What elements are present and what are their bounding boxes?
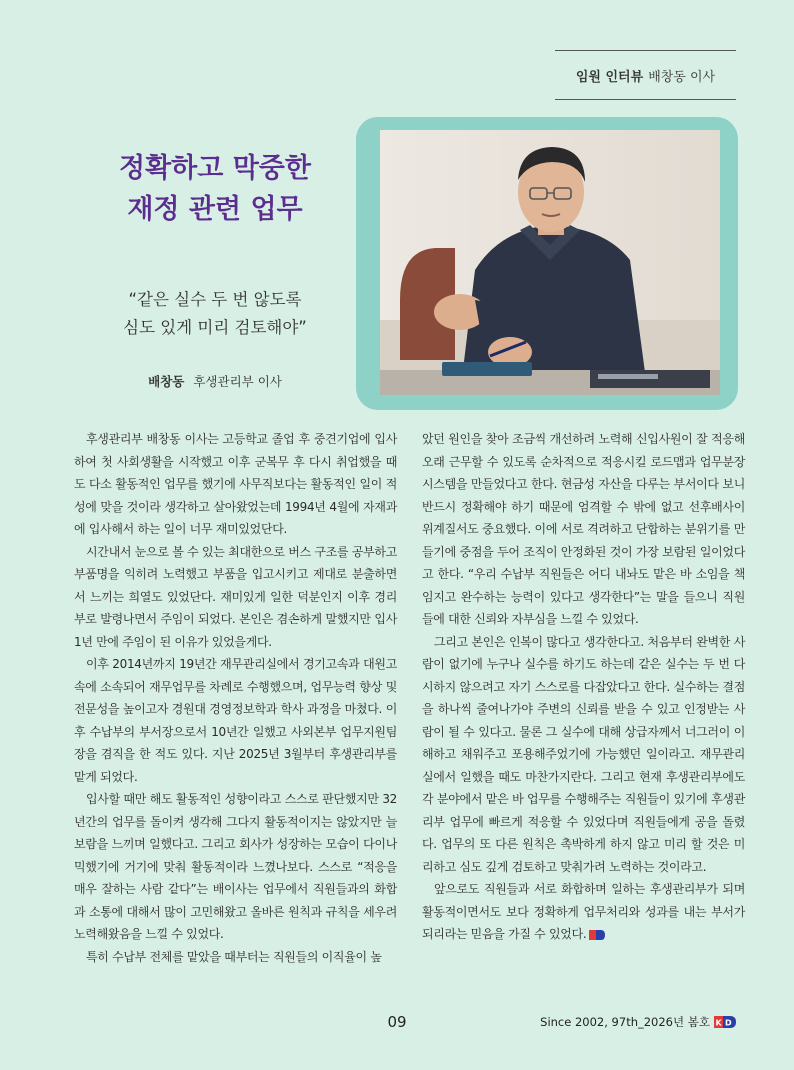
body-paragraph-text: 앞으로도 직원들과 서로 화합하며 일하는 후생관리부가 되며 활동적이면서도 보다 정확하게 업무처리와 성과를 내는 부서가 되리라는 믿음을 가질 수 있었다. xyxy=(422,882,745,941)
body-paragraph: 특히 수납부 전체를 맡았을 때부터는 직원들의 이직율이 높 xyxy=(86,949,382,964)
title-line-1: 정확하고 막중한 xyxy=(119,153,311,184)
body-paragraph: 이후 2014년까지 19년간 재무관리실에서 경기고속과 대원고속에 소속되어 재무업무를 차례로 수행했으며, 업무능력 향상 및 전문성을 높이고자 경원대 경영정보학과 학사 과정을 마쳤다. 이후 수납부의 부서장으로서 10년간 일했고 사외본부 업무지원팀장을 겸직을 한 적도 있다. 지난 2025년 3월부터 후생관리부를 맡게 되었다. xyxy=(74,657,397,784)
notebook-shape xyxy=(442,362,532,376)
section-person: 배창동 이사 xyxy=(648,69,716,85)
body-paragraph: 시간내서 눈으로 볼 수 있는 최대한으로 버스 구조를 공부하고 부품명을 익히려 노력했고 부품을 입고시키고 제대로 분출하면서 느끼는 희열도 있었단다. 재미있게 일한 덕분인지 이후 경리부로 발령나면서 주임이 되었다. 본인은 겸손하게 말했지만 입사 1년 만에 주임이 된 이유가 있었을게다. xyxy=(74,544,397,649)
byline-name: 배창동 xyxy=(148,374,185,389)
body-paragraph: 후생관리부 배창동 이사는 고등학교 졸업 후 중견기업에 입사하여 첫 사회생활을 시작했고 이후 군복무 후 다시 취업했을 때도 다소 활동적인 업무를 했기에 사무직보다는 활동적인 일이 적성에 맞을 것이라 생각하고 살아왔었는데 1994년 4월에 자재과에 입사해서 하는 일이 너무 재미있었단다. xyxy=(74,432,397,536)
section-header xyxy=(555,50,736,100)
byline xyxy=(60,372,370,390)
svg-text:D: D xyxy=(725,1018,732,1028)
interview-photo-illustration xyxy=(380,130,720,395)
quote-line-1: “같은 실수 두 번 않도록 xyxy=(128,290,302,309)
pull-quote xyxy=(60,286,370,342)
svg-text:K: K xyxy=(715,1018,722,1028)
body-paragraph: 았던 원인을 찾아 조금씩 개선하려 노력해 신입사원이 잘 적응해 오래 근무할 수 있도록 순차적으로 적응시킬 로드맵과 업무분장 시스템을 만들었다고 한다. 현금성 자산을 다루는 부서이다 보니 반드시 정확해야 하기 때문에 엄격할 수 밖에 없고 선후배사이 위계질서도 중요했다. 이에 서로 격려하고 단합하는 분위기를 만들기에 중점을 두어 조직이 안정화된 것이 가장 보람된 일이었다고 한다. “우리 수납부 직원들은 어디 내놔도 맡은 바 소임을 책임지고 완수하는 능력이 있다고 생각한다”는 말을 들으니 직원들에 대한 신뢰와 자부심을 느낄 수 있었다. xyxy=(422,432,745,626)
kd-logo-icon xyxy=(589,930,605,940)
body-column-left xyxy=(74,428,397,968)
body-paragraph xyxy=(422,878,745,946)
title-line-2: 재정 관련 업무 xyxy=(127,194,303,225)
kd-logo-icon xyxy=(714,1016,736,1028)
interview-photo xyxy=(380,130,720,395)
quote-line-2: 심도 있게 미리 검토해야” xyxy=(123,318,307,337)
section-label: 임원 인터뷰 xyxy=(575,69,644,85)
byline-role: 후생관리부 이사 xyxy=(193,374,282,389)
body-column-right xyxy=(422,428,745,946)
issue-text: Since 2002, 97th_2026년 봄호 xyxy=(540,1015,710,1029)
article-title xyxy=(60,148,370,230)
body-paragraph: 그리고 본인은 인복이 많다고 생각한다고. 처음부터 완벽한 사람이 없기에 누구나 실수를 하기도 하는데 같은 실수는 두 번 다시하지 않으려고 자기 스스로를 다잡았다고 한다. 실수하는 결점을 하나씩 줄여나가야 주변의 신뢰를 받을 수 있고 인정받는 사람이 될 수 있다고. 물론 그 실수에 대해 상급자께서 너그러이 이해하고 채워주고 포용해주었기에 가능했던 일이라고. 재무관리실에서 일했을 때도 마찬가지란다. 그리고 현재 후생관리부에도 각 분야에서 맡은 바 업무를 수행해주는 직원들이 있기에 후생관리부 업무에 빠르게 적응할 수 있었다며 직원들에게 공을 돌렸다. 업무의 또 다른 원칙은 촉박하게 하지 않고 미리 할 것은 미리하고 심도 깊게 검토하고 맞춰가려 노력하는 것이라고. xyxy=(422,634,745,874)
issue-info xyxy=(540,1014,736,1030)
body-paragraph: 입사할 때만 해도 활동적인 성향이라고 스스로 판단했지만 32년간의 업무를 돌이켜 생각해 그다지 활동적이지는 않았지만 늘 보람을 느끼며 일했다고. 그리고 회사가 성장하는 모습이 다이나믹했기에 거기에 맞춰 활동적이라 느꼈나보다. 스스로 “적응을 매우 잘하는 사람 같다”는 배이사는 업무에서 직원들과의 화합과 소통에 대해서 많이 고민해왔고 올바른 원칙과 규칙을 세우려 노력해왔음을 느낄 수 있었다. xyxy=(74,792,397,941)
page-number: 09 xyxy=(387,1013,407,1031)
